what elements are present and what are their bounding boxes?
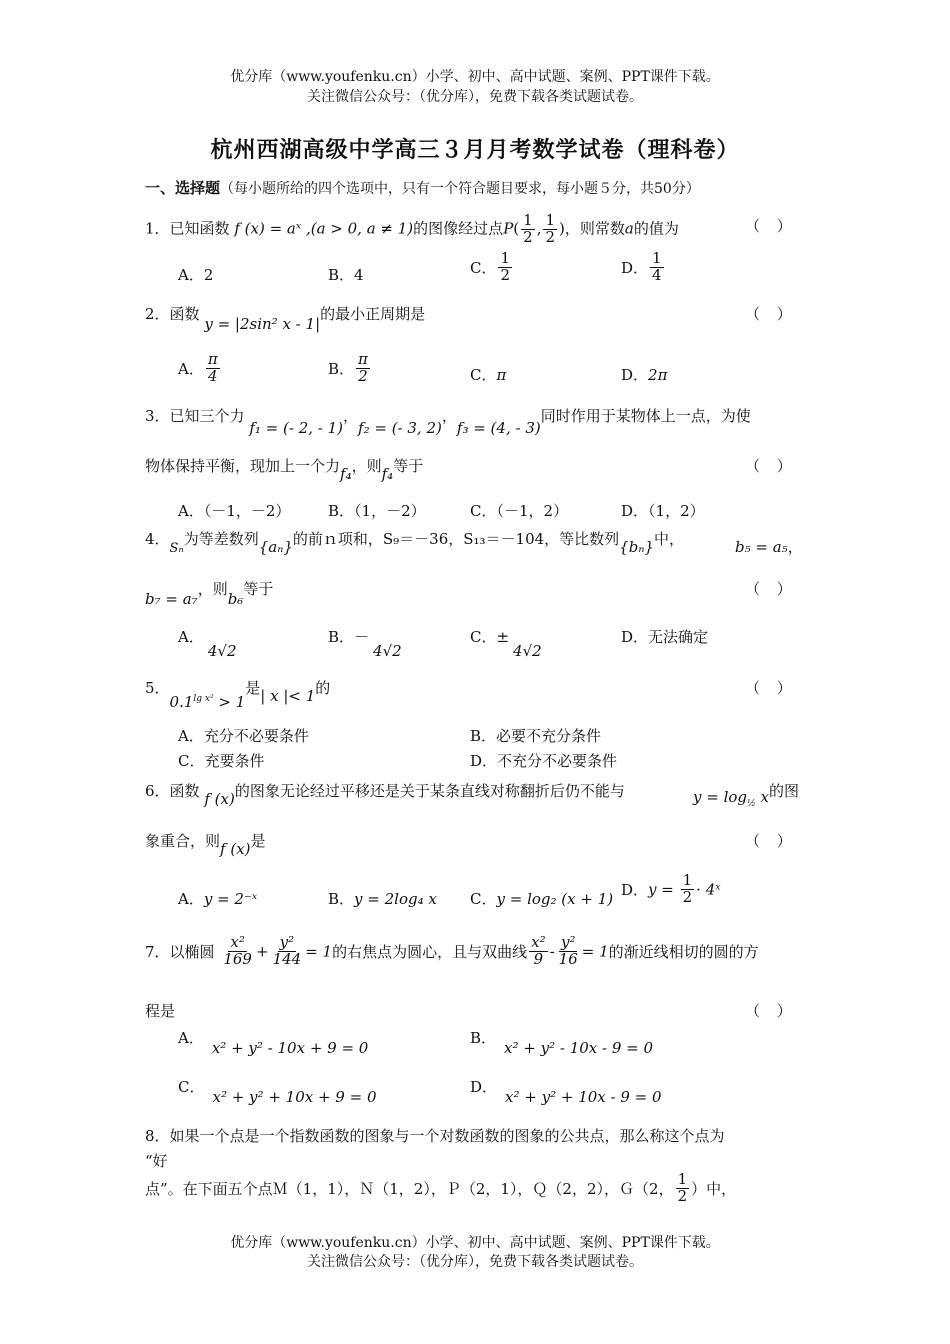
q1-option-c: C． $\frac{1}{2}$ [470, 249, 511, 284]
q3-answer-blank: （ ） [745, 457, 798, 475]
question-2: 2．函数 y = |2sin² x - 1|的最小正周期是 [145, 305, 426, 333]
q7-hyperbola-x: $\frac{\text{x²}}{9}$ [531, 933, 546, 968]
q3-force-1: f₁ = (- 2, - 1) [249, 419, 344, 437]
section-note: （每小题所给的四个选项中，只有一个符合题目要求，每小题５分，共50分） [220, 181, 700, 197]
header-line-2: 关注微信公众号：（优分库），免费下载各类试题试卷。 [307, 89, 643, 105]
q7-option-c: C．x² + y² + 10x + 9 = 0 [178, 1078, 377, 1106]
q1-option-b: B．4 [328, 266, 364, 284]
question-4: 4．Sₙ为等差数列{aₙ}的前ｎ项和，S₉＝－36，S₁₃＝－104，等比数列{bₙ}中， [145, 530, 684, 556]
footer-line-2: 关注微信公众号：（优分库），免费下载各类试题试卷。 [307, 1254, 643, 1270]
question-3-line-2: 物体保持平衡，现加上一个力f₄，则f₄等于 [145, 457, 424, 483]
q3-option-a: A．（－1，－2） [178, 502, 291, 520]
q1-option-d: D． $\frac{1}{4}$ [621, 249, 662, 284]
q6-option-b: B．y = 2log₄ x [328, 890, 437, 908]
q1-var: a [624, 219, 634, 238]
q1-answer-blank: （ ） [745, 217, 798, 235]
q5-option-d: D．不充分不必要条件 [470, 752, 618, 770]
q1-text-mid: 的图像经过点 [413, 219, 504, 238]
q7-hyperbola-y: $\frac{\text{y²}}{16}$ [558, 933, 578, 968]
question-7: 7．以椭圆 $\frac{\text{x²}}{169}$ + $\frac{\text{y²}}{144}$ = 1的右焦点为圆心，且与双曲线 $\frac{\text{x²}}{9}$ - $\frac{\text{y²}}{16}$ = 1的渐近线相切的圆的方 [145, 933, 759, 968]
q4-option-a: A．4√2 [178, 628, 237, 660]
q4-answer-blank: （ ） [745, 580, 798, 598]
q1-formula: f (x) = aˣ ,(a > 0, a ≠ 1) [234, 219, 414, 238]
q2-option-d: D．2π [621, 366, 668, 384]
q6-option-c: C．y = log₂ (x + 1) [470, 890, 614, 908]
q1-number: 1． [145, 219, 170, 238]
question-8-line-1: 8．如果一个点是一个指数函数的图象与一个对数函数的图象的公共点，那么称这个点为 [145, 1127, 725, 1145]
q1-option-a: A．2 [178, 266, 214, 284]
q7-option-a: A．x² + y² - 10x + 9 = 0 [178, 1029, 369, 1057]
question-8-line-2: “好 [145, 1152, 168, 1170]
q1-fraction-x: $\frac{1}{2}$ [523, 211, 533, 246]
q5-answer-blank: （ ） [745, 679, 798, 697]
q2-option-c: C．π [470, 366, 507, 384]
q5-option-b: B．必要不充分条件 [470, 727, 602, 745]
q1-text-post: ，则常数 [564, 219, 625, 238]
q6-answer-blank: （ ） [745, 832, 798, 850]
q2-option-a: A． $\frac{\pi}{4}$ [178, 350, 218, 385]
q7-ellipse-x: $\frac{\text{x²}}{169}$ [223, 933, 252, 968]
question-1: 1．已知函数 f (x) = aˣ ,(a > 0, a ≠ 1)的图像经过点P( $\frac{1}{2}$ , $\frac{1}{2}$ )，则常数a的值为 [145, 211, 679, 246]
question-5: 5．$0.1^{lg x^2} > 1$是| x |< 1的 [145, 679, 331, 711]
header-line-1: 优分库（www.youfenku.cn）小学、初中、高中试题、案例、PPT课件下载。 [230, 69, 720, 85]
q1-text-pre: 已知函数 [169, 219, 230, 238]
q4-eq-1: b₅ = a₅， [735, 538, 803, 556]
q1-text-tail: 的值为 [633, 219, 679, 238]
q7-ellipse-y: $\frac{\text{y²}}{144}$ [272, 933, 302, 968]
q3-force-2: f₂ = (- 3, 2) [358, 419, 442, 437]
question-4-line-2: b₇ = a₇，则b₆等于 [145, 580, 274, 608]
question-8-line-3: 点”。在下面五个点Ｍ（1，1），Ｎ（1，2），Ｐ（2，1），Ｑ（2，2），Ｇ（2， $\frac{1}{2}$ ）中， [145, 1170, 737, 1205]
q5-option-a: A．充分不必要条件 [178, 727, 309, 745]
q2-formula: y = |2sin² x - 1| [204, 315, 321, 333]
q3-force-4: f₄ [340, 465, 352, 483]
q1-point: P [503, 219, 514, 238]
question-6: 6．函数 f (x)的图象无论经过平移还是关于某条直线对称翻折后仍不能与 [145, 782, 625, 808]
q5-condition-1: $0.1^{lg x^2} > 1$ [169, 693, 246, 711]
q5-option-c: C．充要条件 [178, 752, 265, 770]
q3-force-3: f₃ = (4, - 3) [456, 419, 541, 437]
q7-answer-blank: （ ） [745, 1002, 798, 1020]
q4-option-b: B．－4√2 [328, 628, 402, 660]
page-title: 杭州西湖高级中学高三３月月考数学试卷（理科卷） [210, 137, 740, 163]
q6-option-a: A．y = 2⁻ˣ [178, 890, 258, 908]
q5-condition-2: | x |< 1 [260, 687, 316, 705]
question-7-line-2: 程是 [145, 1002, 176, 1020]
q7-option-b: B．x² + y² - 10x - 9 = 0 [470, 1029, 654, 1057]
section-heading [145, 177, 700, 198]
q3-option-d: D．（1，2） [621, 502, 705, 520]
q4-option-c: C．±4√2 [470, 628, 542, 660]
q2-option-b: B． $\frac{\pi}{2}$ [328, 350, 368, 385]
q6-option-d: D．y = $\frac{1}{2}$ · 4ˣ [621, 871, 721, 906]
q3-option-b: B．（1，－2） [328, 502, 426, 520]
section-label: 一、选择题 [145, 179, 221, 197]
q3-option-c: C．（－1，2） [470, 502, 569, 520]
q4-option-d: D．无法确定 [621, 628, 709, 646]
q2-answer-blank: （ ） [745, 305, 798, 323]
q7-option-d: D．x² + y² + 10x - 9 = 0 [470, 1078, 662, 1106]
q6-log-function: $y = \log_{\frac{1}{2}} x$的图 [693, 782, 799, 809]
question-3: 3．已知三个力 f₁ = (- 2, - 1)，f₂ = (- 3, 2)，f₃ = (4, - 3)同时作用于某物体上一点，为使 [145, 407, 751, 437]
footer-line-1: 优分库（www.youfenku.cn）小学、初中、高中试题、案例、PPT课件下载。 [230, 1235, 720, 1251]
question-6-line-2: 象重合，则f (x)是 [145, 832, 266, 858]
q1-fraction-y: $\frac{1}{2}$ [545, 211, 556, 246]
